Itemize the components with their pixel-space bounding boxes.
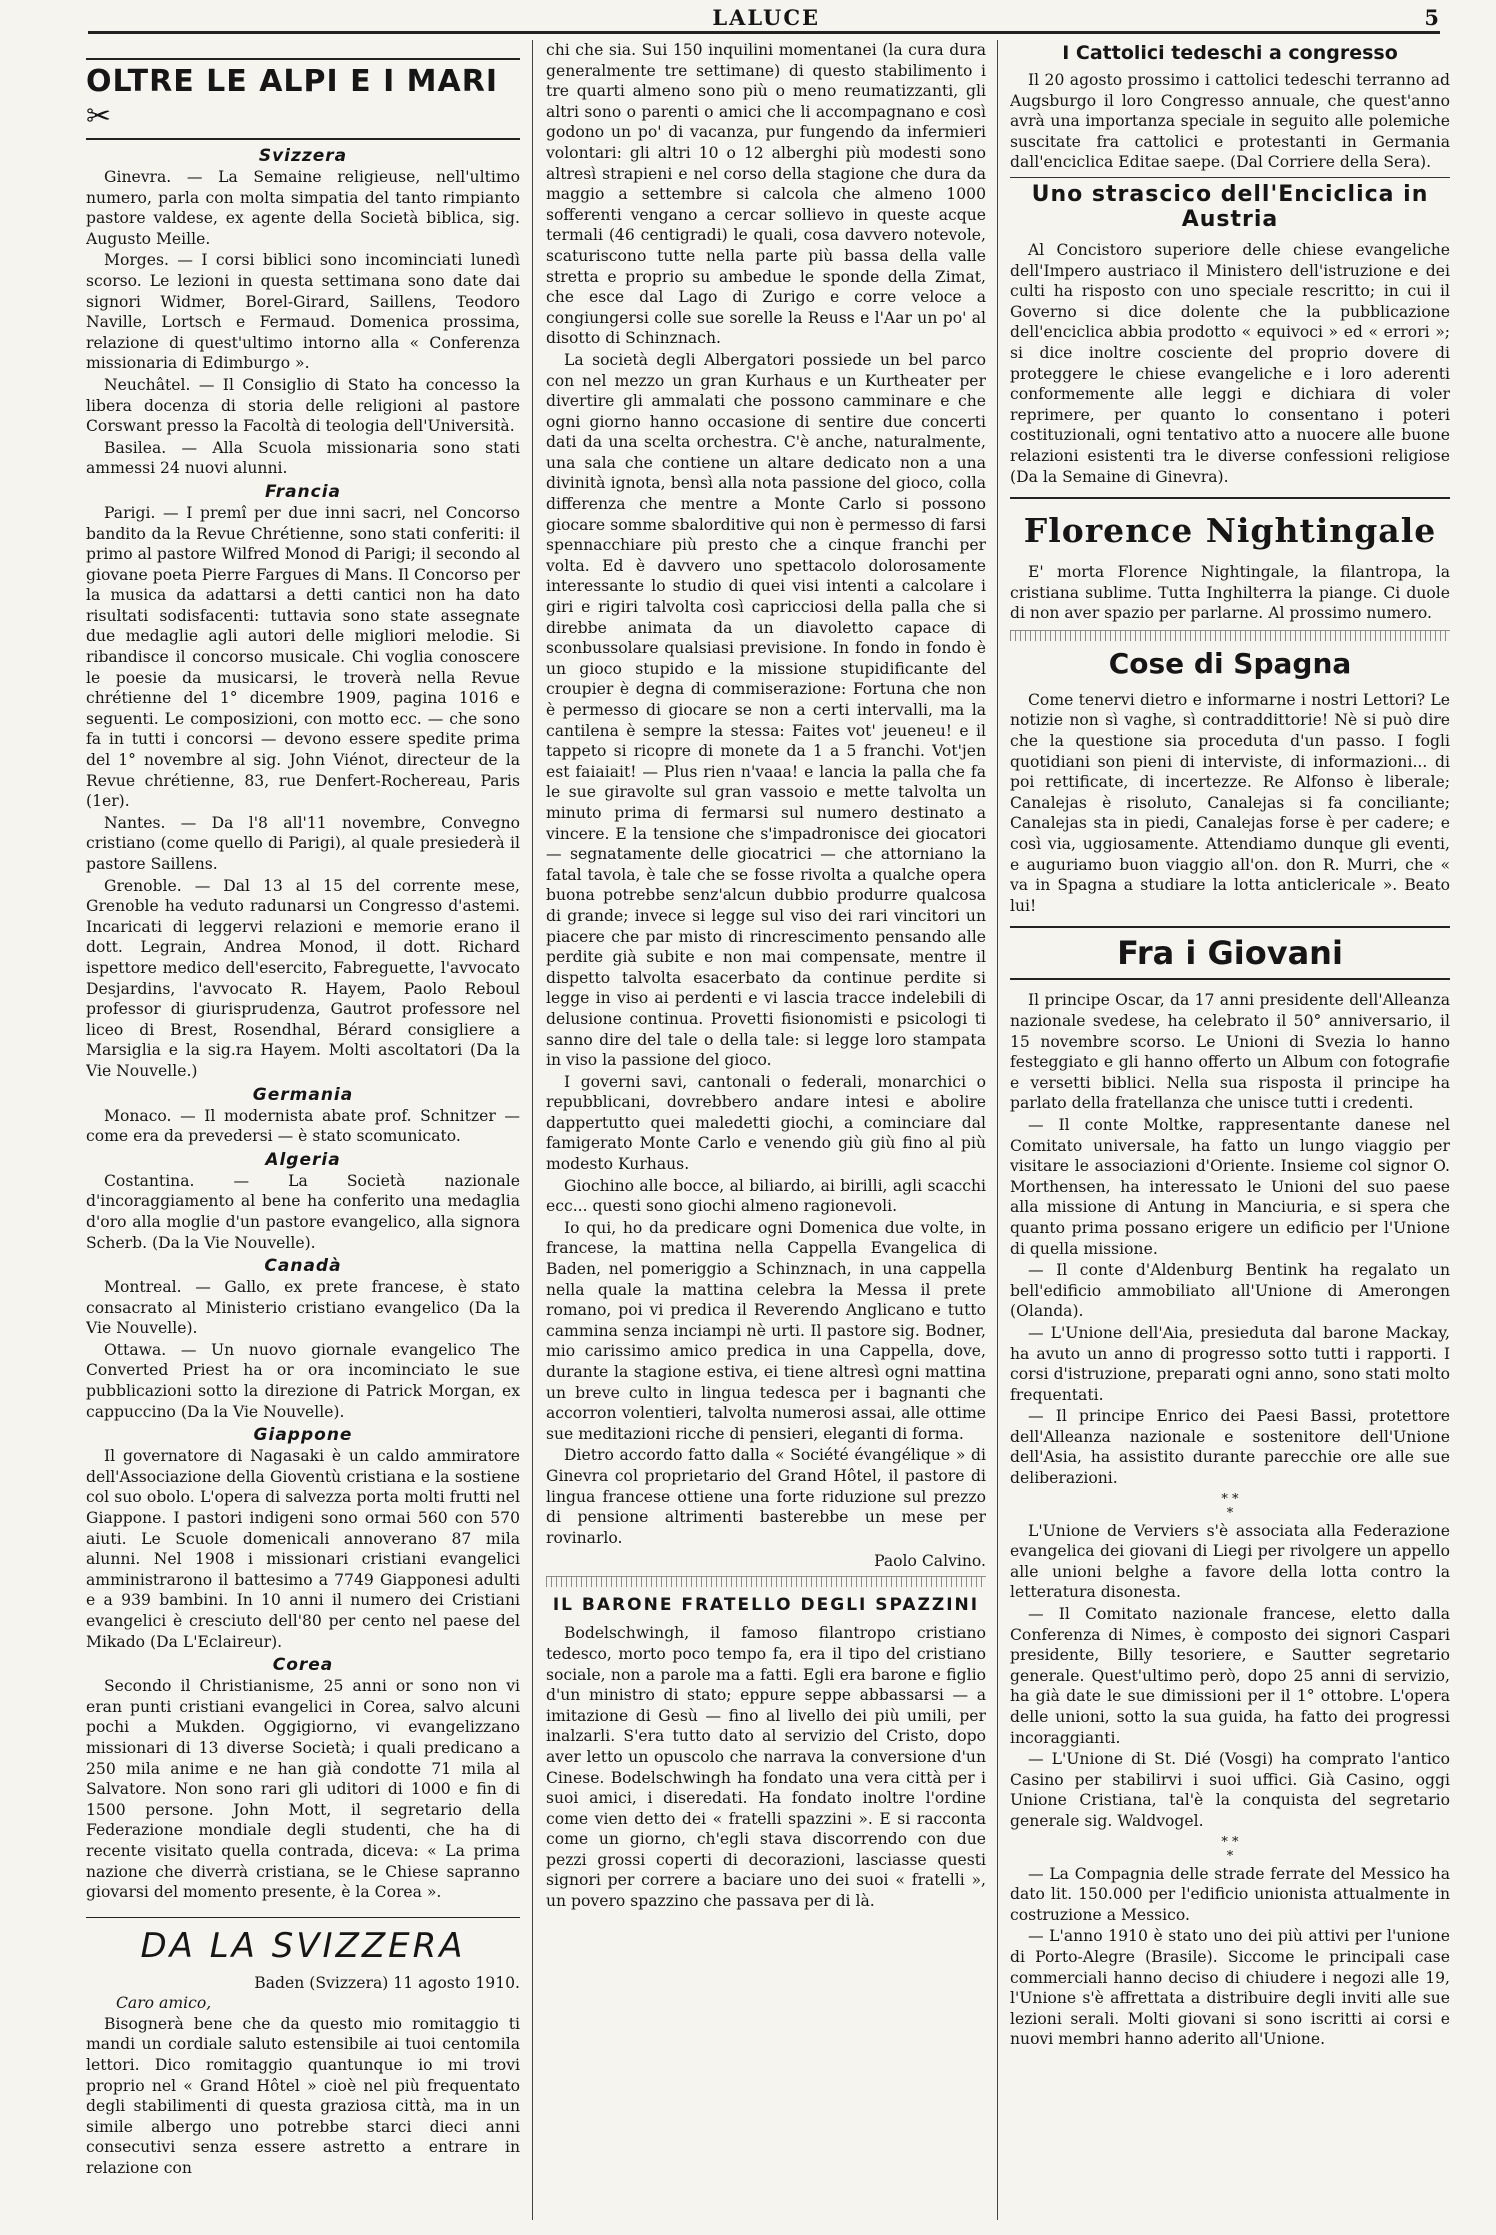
letter-paragraph: La società degli Albergatori possiede un bel parco con nel mezzo un gran Kurhaus e un Kurtheater per divertire gli ammalati che possono camminare e che ogni giorno hanno occasione di sentire due concerti dati da una scelta orchestra. C'è anche, naturalmente, una sala che contiene un altare dedicato non a una divinità ignota, bensì alla nota passione del gioco, colla differenza che mentre a Monte Carlo si possono giocare somme sbalorditive qui non è permesso di farsi spennacchiare più presto che a cinque franchi per volta. Ed è davvero uno spettacolo dolorosamente interessante lo studio di quei visi intenti a calcolare i giri e rigiri talvolta così capricciosi della palla che si direbbe animata da un diavoletto capace di sconbussolare qualsiasi previsione. In fondo in fondo è un gioco stupido e la missione stupidificante del croupier è degna di commiserazione: Fortuna che non è permesso di giocare se non a certi intervalli, ma la cantilena è sempre la stessa: Faites vot' jeueneu! e il tappeto si ricopre di monete da 1 a 5 franchi. Vot'jen est faiaiait! — Plus rien n'vaaa! e lancia la palla che fa le sue giravolte sul gran vassoio e mette talvolta un minuto prima di fermarsi sul numero destinato a vincere. E la tensione che s'impadronisce dei giocatori — segnatamente delle giocatrici — che attorniano la fatal tavola, è tale che se fosse rivolta a qualche opera buona potrebbe senz'alcun dubbio produrre qualcosa di grande; invece si legge sul viso dei rari vincitori un piacere che par misto di rincrescimento pensando alle perdite già subite e non mai compensate, mentre il dispetto talvolta esacerbato da continue perdite si legge in viso ai perdenti e vi lascia tracce indelebili di delusione continua. Provetti fisionomisti e psicologi ti sanno dire del tale o della tale: si legge loro stampata in viso la passione del gioco. bbox=[546, 350, 986, 1070]
news-item: Il governatore di Nagasaki è un caldo ammiratore dell'Associazione della Gioventù cristiana e la sostiene col suo obolo. L'opera di salvezza porta molti frutti nel Giappone. I pastori indigeni sono ormai 560 con 570 aiuti. Le Scuole domenicali annoverano 87 mila alunni. Nel 1908 i missionari cristiani evangelici amministrarono il battesimo a 7749 Giapponesi adulti e a 939 bambini. In 10 anni il numero dei Cristiani evangelici è cresciuto dell'80 per cento nel paese del Mikado (Da L'Eclaireur). bbox=[86, 1447, 520, 1651]
section-title-da-la-svizzera: DA LA SVIZZERA bbox=[86, 1917, 520, 1966]
wavy-divider bbox=[546, 1576, 986, 1587]
letter-paragraph: Io qui, ho da predicare ogni Domenica due volte, in francese, la mattina nella Cappella Evangelica di Baden, nel pomeriggio a Schinznach, in una cappella nella quale la mattina celebra la Messa il prete romano, poi vi predica il Reverendo Anglicano e tutto cammina senza inciampi nè urti. Il pastore sig. Bodner, mio carissimo amico predica in una Cappella, dove, durante la stagione estiva, ei tiene altresì ogni mattina un breve culto in lingua tedesca per i bagnanti che accorron volentieri, talvolta numerosi assai, alle ottime sue meditazioni ricche di pensieri, eleganti di forma. bbox=[546, 1218, 986, 1443]
section-title-giovani: Fra i Giovani bbox=[1010, 926, 1450, 980]
asterism: * * * bbox=[1221, 1491, 1239, 1521]
newspaper-name: LALUCE bbox=[712, 5, 821, 30]
news-item: — Il Comitato nazionale francese, eletto dalla Conferenza di Nimes, è composto dei signori Caspari presidente, Billy tesoriere, e Sautter segretario generale. Quest'ultimo però, dopo 25 anni di servizio, ha già date le sue dimissioni per il 1° ottobre. L'opera delle unioni, sotto la sua guida, ha fatto dei progressi incoraggianti. bbox=[1010, 1605, 1450, 1747]
news-item: L'Unione de Verviers s'è associata alla Federazione evangelica dei giovani di Liegi per rivolgere un appello alle unioni belghe a favore della lotta contro la letteratura disonesta. bbox=[1010, 1521, 1450, 1602]
news-item: — L'anno 1910 è stato uno dei più attivi per l'unione di Porto-Alegre (Brasile). Siccome le principali case commerciali hanno deciso di chiudere i negozi alle 19, l'Unione s'è affrettata a distribuire degli inviti alle sue lezioni serali. Molti giovani si sono iscritti ai corsi e nuovi membri hanno aderito all'Unione. bbox=[1010, 1927, 1450, 2049]
article-paragraph: Bodelschwingh, il famoso filantropo cristiano tedesco, morto poco tempo fa, era il tipo del cristiano sociale, non a parole ma a fatti. Egli era barone e figlio d'un ministro di stato; eppure seppe abbassarsi — a imitazione di Gesù — fino al livello dei più umili, per inalzarli. S'era tutto dato al servizio del Cristo, dopo aver letto un opuscolo che narrava la conversione d'un Cinese. Bodelschwingh ha fondato una vera città per i suoi amici, i diseredati. Ha fondato inoltre l'ordine come vien detto dei « fratelli spazzini ». E si racconta come un giorno, ch'egli stava discorrendo con due pezzi grossi coperti di decorazioni, lasciasse questi signori per correre a baciare uno dei suoi « fratelli », un povero spazzino che passava per di là. bbox=[546, 1624, 986, 1911]
news-item: Ottawa. — Un nuovo giornale evangelico The Converted Priest ha or ora incominciato le sue pubblicazioni sotto la direzione di Patrick Morgan, ex cappuccino (Da la Vie Nouvelle). bbox=[86, 1340, 520, 1421]
subhead-giappone: Giappone bbox=[253, 1425, 353, 1446]
news-item: — La Compagnia delle strade ferrate del Messico ha dato lit. 150.000 per l'edificio unionista attualmente in costruzione a Messico. bbox=[1010, 1864, 1450, 1924]
letter-paragraph: I governi savi, cantonali o federali, monarchici o repubblicani, dovrebbero andare intesi e abolire dappertutto quei maledetti giochi, a cominciare dal famigerato Monte Carlo e venendo giù giù fino al più modesto Kurhaus. bbox=[546, 1072, 986, 1174]
news-item: Monaco. — Il modernista abate prof. Schnitzer — come era da prevedersi — è stato scomunicato. bbox=[86, 1106, 520, 1146]
letter-paragraph: Giochino alle bocce, al biliardo, ai birilli, agli scacchi ecc... questi sono giochi almeno ragionevoli. bbox=[546, 1176, 986, 1216]
column-1 bbox=[86, 40, 520, 2220]
news-item: Parigi. — I premî per due inni sacri, nel Concorso bandito da la Revue Chrétienne, sono stati conferiti: il primo al pastore Wilfred Monod di Parigi; il secondo al giovane poeta Pierre Fargues di Mans. Il Concorso per la musica da adattarsi a detti cantici non ha dato risultati sodisfacenti: tuttavia sono state assegnate due medaglie agli autori delle migliori melodie. Si ribandisce il concorso musicale. Chi voglia conoscere le poesie da musicarsi, le troverà nella Revue chrétienne del 1° dicembre 1909, pagina 1016 e seguenti. Le composizioni, con motto ecc. — che sono fa in tutti i concorsi — devono essere spedite prima del 1° novembre al sig. John Viénot, directeur de la Revue chrétienne, 83, rue Denfert-Rochereau, Paris (1er). bbox=[86, 503, 520, 811]
news-item: Il principe Oscar, da 17 anni presidente dell'Alleanza nazionale svedese, ha celebrato il 50° anniversario, il 15 novembre scorso. Le Unioni di Svezia lo hanno festeggiato e gli hanno offerto un Album con fotografie e versetti biblici. Nella sua risposta il principe ha parlato della fratellanza che unisce tutti i credenti. bbox=[1010, 991, 1450, 1113]
article-paragraph: Il 20 agosto prossimo i cattolici tedeschi terranno ad Augsburgo il loro Congresso annuale, che quest'anno avrà una importanza speciale in seguito alle polemiche suscitate fra cattolici e protestanti in Germania dall'enciclica Editae saepe. (Dal Corriere della Sera). bbox=[1010, 71, 1450, 172]
page-header bbox=[88, 4, 1440, 30]
subhead-canada: Canadà bbox=[264, 1256, 342, 1277]
section-divider bbox=[1010, 177, 1450, 178]
news-item: — L'Unione di St. Dié (Vosgi) ha comprato l'antico Casino per stabilirvi i suoi uffici. Già Casino, oggi Unione Cristiana, tal'è la conquista del segretario generale sig. Waldvogel. bbox=[1010, 1750, 1450, 1830]
news-item: Morges. — I corsi biblici sono incominciati lunedì scorso. Le lezioni in questa settimana sono date dai signori Widmer, Borel-Girard, Saillens, Teodoro Naville, Lortsch e Fermaud. Domenica prossima, relazione di quest'ultimo intorno alla « Conferenza missionaria di Edimburgo ». bbox=[86, 251, 520, 373]
page-number: 5 bbox=[1424, 5, 1440, 30]
letter-paragraph: Dietro accordo fatto dalla « Société évangélique » di Ginevra col proprietario del Grand Hôtel, il pastore di lingua francese ottiene una forte riduzione sul prezzo di pensione altrimenti basterebbe un mese per rovinarlo. bbox=[546, 1446, 986, 1547]
news-item: Basilea. — Alla Scuola missionaria sono stati ammessi 24 nuovi alunni. bbox=[86, 438, 520, 478]
section-title-nightingale: Florence Nightingale bbox=[1010, 497, 1450, 550]
news-item: — Il principe Enrico dei Paesi Bassi, protettore dell'Alleanza nazionale e sostenitore dell'Unione dell'Asia, ha assistito durante parecchie ore alle sue deliberazioni. bbox=[1010, 1407, 1450, 1488]
column-3 bbox=[1010, 40, 1450, 2220]
news-item: — Il conte Moltke, rappresentante danese nel Comitato universale, ha fatto un lungo viaggio per visitare le associazioni d'Oriente. Insieme col signor O. Morthensen, ha interessato le Unioni del suo paese alla missione di Antung in Manciuria, e si spera che quanto prima possano erigere un edificio per l'Unione di quella missione. bbox=[1010, 1115, 1450, 1258]
section-title-strascico: Uno strascico dell'Enciclica in Austria bbox=[1031, 181, 1429, 232]
news-item: Secondo il Christianisme, 25 anni or sono non vi eran punti cristiani evangelici in Corea, salvo alcuni pochi a Mukden. Oggigiorno, vi evangelizzano missionari di 13 diverse Società; i quali predicano a 250 mila anime e ne han già condotte 71 mila al Salvatore. Non sono rari gli uditori di 1000 e fin di 1500 persone. John Mott, il segretario della Federazione mondiale degli studenti, che ha di recente visitato quella contrada, diceva: « La prima nazione che diverrà cristiana, se le Chiese sapranno giovarsi del momento presente, è la Corea ». bbox=[86, 1677, 520, 1902]
letter-salutation: Caro amico, bbox=[116, 1993, 212, 2012]
news-item: Neuchâtel. — Il Consiglio di Stato ha concesso la libera docenza di storia delle religioni al pastore Corswant presso la Facoltà di teologia dell'Università. bbox=[86, 375, 520, 436]
letter-dateline: Baden (Svizzera) 11 agosto 1910. bbox=[254, 1973, 520, 1992]
article-paragraph: E' morta Florence Nightingale, la filantropa, la cristiana sublime. Tutta Inghilterra la piange. Ci duole di non aver spazio per parlarne. Al prossimo numero. bbox=[1010, 563, 1450, 623]
letter-paragraph: Bisognerà bene che da questo mio romitaggio ti mandi un cordiale saluto estensibile ai tuoi centomila lettori. Dico romitaggio quantunque io mi trovi proprio nel « Grand Hôtel » cioè nel più frequentato degli stabilimenti di questa graziosa città, ma in un simile albergo uno potrebbe starci dieci anni consecutivi senza essere astretto a entrare in relazione con bbox=[86, 2014, 520, 2177]
news-item: Grenoble. — Dal 13 al 15 del corrente mese, Grenoble ha veduto radunarsi un Congresso d'astemi. Incaricati di leggervi relazioni e memorie erano il dott. Legrain, Andrea Monod, il dott. Richard ispettore medico dell'esercito, Fabreguette, l'avvocato Desjardins, l'avvocato R. Hayem, Paolo Reboul professor di giurisprudenza, Gautrot professore nel liceo di Brest, Rosendhal, Bérard consigliere a Marsiglia e la sig.ra Hayem. Molti ascoltatori (Da la Vie Nouvelle.) bbox=[86, 876, 520, 1080]
news-item: Montreal. — Gallo, ex prete francese, è stato consacrato al Ministerio cristiano evangelico (Da la Vie Nouvelle). bbox=[86, 1278, 520, 1338]
section-title-text: OLTRE LE ALPI E I MARI bbox=[86, 64, 499, 99]
letter-signature: Paolo Calvino. bbox=[874, 1552, 986, 1571]
wavy-divider bbox=[1010, 630, 1450, 641]
article-paragraph: Al Concistoro superiore delle chiese evangeliche dell'Impero austriaco il Ministero dell'istruzione e dei culti ha risposto con uno speciale rescritto; in cui il Governo si dice dolente che la pubblicazione dell'enciclica abbia prodotto « equivoci » ed « errori »; si dice inoltre cosciente del proprio dovere di proteggere le chiese evangeliche e i loro aderenti conformemente alle leggi e dichiara di voler reprimere, per quanto lo consentano i poteri costituzionali, ogni tentativo atto a nuocere alle buone relazioni esistenti tra le diverse confessioni religiose (Da la Semaine di Ginevra). bbox=[1010, 240, 1450, 486]
letter-paragraph: chi che sia. Sui 150 inquilini momentanei (la cura dura generalmente tre settimane) di questo stabilimento i tre quarti almeno sono più o meno reumatizzanti, gli altri sono o parenti o amici che li accompagnano e così godono un po' di vacanza, pur fungendo da infermieri volontari: gli altri 10 o 12 alberghi più modesti sono altresì strapieni e nel corso della stagione che dura da maggio a settembre si calcola che almeno 1000 sofferenti vengano a cercar sollievo in queste acque termali (46 centigradi) le quali, cosa davvero notevole, scaturiscono tutte nella parte più bassa della valle stretta e proprio su ambedue le sponde della Zimat, che esce dal Lago di Zurigo e corre veloce a congiungersi colle sue sorelle la Reuss e l'Aar un po' al disotto di Schinznach. bbox=[546, 41, 986, 348]
news-item: Costantina. — La Società nazionale d'incoraggiamento al bene ha conferito una medaglia d'oro alla moglie d'un pastore evangelico, alla signora Scherb. (Da la Vie Nouvelle). bbox=[86, 1171, 520, 1252]
section-title-spagna: Cose di Spagna bbox=[1108, 646, 1352, 680]
column-divider bbox=[532, 40, 533, 2220]
news-item: Ginevra. — La Semaine religieuse, nell'ultimo numero, parla con molta simpatia del tanto rimpianto pastore valdese, ex agente della Società biblica, sig. Augusto Meille. bbox=[86, 168, 520, 248]
asterism: * * * bbox=[1221, 1834, 1239, 1864]
news-item: Nantes. — Da l'8 all'11 novembre, Convegno cristiano (come quello di Parigi), al quale presiederà il pastore Saillens. bbox=[86, 813, 520, 873]
subhead-corea: Corea bbox=[272, 1655, 334, 1676]
column-2 bbox=[546, 40, 986, 2220]
column-divider bbox=[997, 40, 998, 2220]
scissors-icon: ✂ bbox=[86, 99, 113, 134]
subhead-svizzera: Svizzera bbox=[258, 146, 348, 166]
article-paragraph: Come tenervi dietro e informarne i nostri Lettori? Le notizie non sì vaghe, sì contraddittorie! Nè si può dire che la questione sia proceduta d'un passo. I fogli quotidiani son pieni di interviste, di informazioni... di poi rettificate, di incertezze. Re Alfonso è liberale; Canalejas è risoluto, Canalejas si fa conciliante; Canalejas sta in piedi, Canalejas forse è per cadere; e così via, uggiosamente. Attendiamo dunque gli eventi, e auguriamo buon viaggio all'on. don R. Murri, che « va in Spagna a studiare la lotta anticlericale ». Beato lui! bbox=[1010, 690, 1450, 915]
subhead-germania: Germania bbox=[252, 1084, 354, 1105]
subhead-francia: Francia bbox=[264, 481, 342, 502]
news-item: — Il conte d'Aldenburg Bentink ha regalato un bell'edificio ammobiliato all'Unione di Amerongen (Olanda). bbox=[1010, 1261, 1450, 1321]
section-title-barone: IL BARONE FRATELLO DEGLI SPAZZINI bbox=[552, 1595, 980, 1616]
news-item: — L'Unione dell'Aia, presieduta dal barone Mackay, ha avuto un anno di progresso sotto tutti i rapporti. I corsi d'istruzione, preparati ogni anno, sono stati molto frequentati. bbox=[1010, 1323, 1450, 1404]
section-title-cattolici: I Cattolici tedeschi a congresso bbox=[1062, 42, 1398, 64]
header-rule bbox=[88, 31, 1440, 34]
section-title-oltre bbox=[86, 58, 520, 140]
subhead-algeria: Algeria bbox=[265, 1149, 341, 1170]
